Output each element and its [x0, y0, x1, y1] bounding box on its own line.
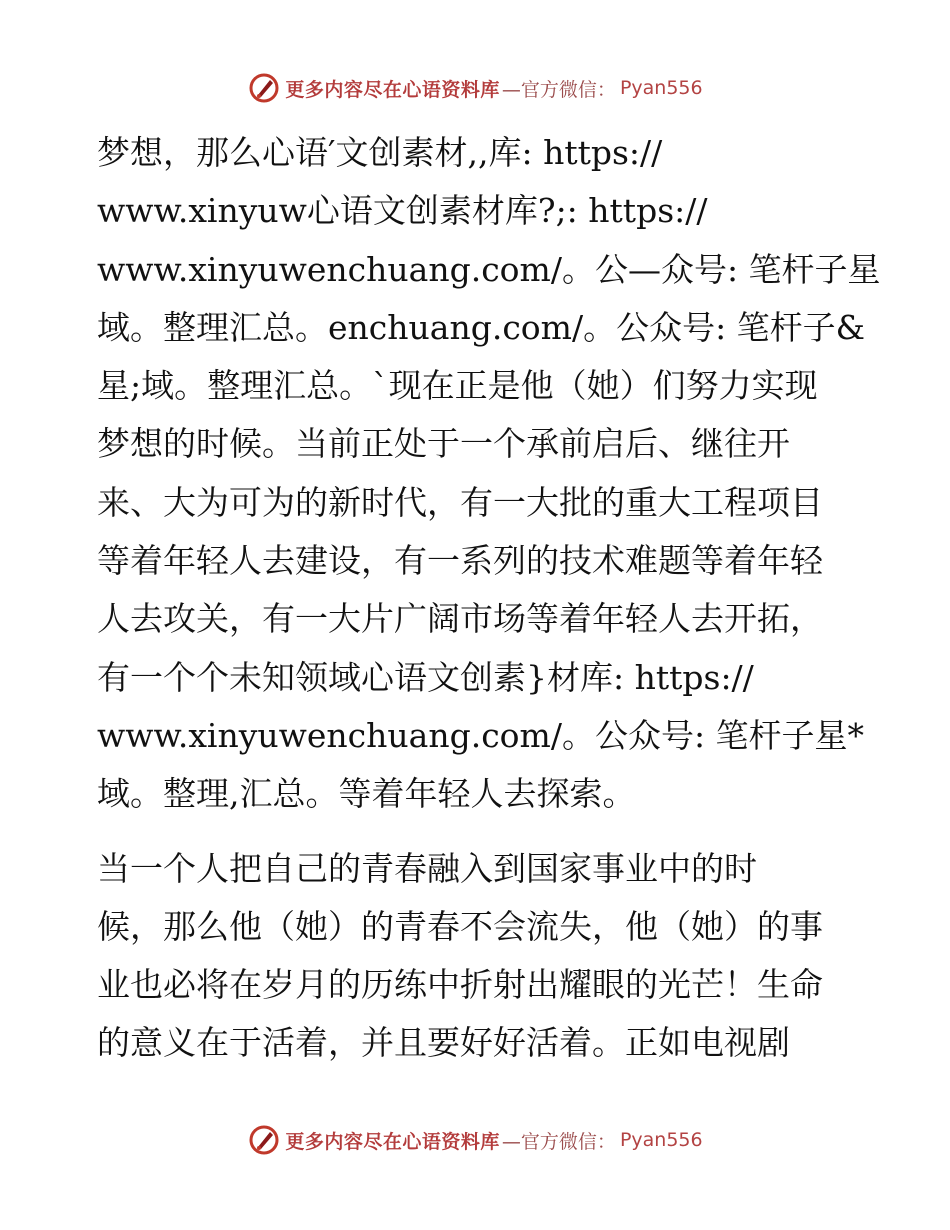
text-line: www.xinyuwenchuang.com/。公众号: 笔杆子星*: [97, 715, 865, 755]
watermark-text: 更多内容尽在心语资料库: [285, 78, 500, 101]
text-line: 梦想的时候。当前正处于一个承前启后、继往开: [97, 424, 790, 464]
watermark-separator: —官方微信：: [501, 1130, 616, 1153]
text-line: 等着年轻人去建设，有一系列的技术难题等着年轻: [97, 541, 823, 581]
text-line: 人去攻关，有一大片广阔市场等着年轻人去开拓，: [97, 599, 823, 639]
text-line: www.xinyuw心语文创素材库?;: https://: [97, 191, 708, 231]
text-line: 当一个人把自己的青春融入到国家事业中的时: [97, 848, 757, 888]
text-line: 域。整理汇总。enchuang.com/。公众号: 笔杆子&: [97, 307, 866, 347]
text-line: 的意义在于活着，并且要好好活着。正如电视剧: [97, 1023, 790, 1063]
text-line: 候，那么他（她）的青春不会流失，他（她）的事: [97, 906, 823, 946]
text-line: 有一个个未知领域心语文创素}材库: https://: [97, 657, 754, 697]
text-line: 星;域。整理汇总。`现在正是他（她）们努力实现: [97, 366, 818, 406]
paragraph-2: [97, 840, 857, 1073]
text-line: www.xinyuwenchuang.com/。公—众号: 笔杆子星: [97, 249, 881, 289]
watermark-wechat-id: Pyan556: [619, 1129, 703, 1151]
header-watermark: [0, 68, 950, 108]
watermark-separator: —官方微信：: [501, 78, 616, 101]
text-line: 来、大为可为的新时代，有一大批的重大工程项目: [97, 482, 823, 522]
text-line: 业也必将在岁月的历练中折射出耀眼的光芒！生命: [97, 965, 823, 1005]
footer-watermark: [0, 1120, 950, 1160]
pen-logo-icon: [247, 71, 281, 105]
text-line: 域。整理,汇总。等着年轻人去探索。: [97, 774, 636, 814]
pen-logo-icon: [247, 1123, 281, 1157]
watermark-wechat-id: Pyan556: [619, 77, 703, 99]
watermark-text: 更多内容尽在心语资料库: [285, 1130, 500, 1153]
document-body: [97, 124, 881, 1073]
text-line: 梦想，那么心语′文创素材,,库: https://: [97, 133, 663, 172]
paragraph-1: [97, 124, 881, 824]
